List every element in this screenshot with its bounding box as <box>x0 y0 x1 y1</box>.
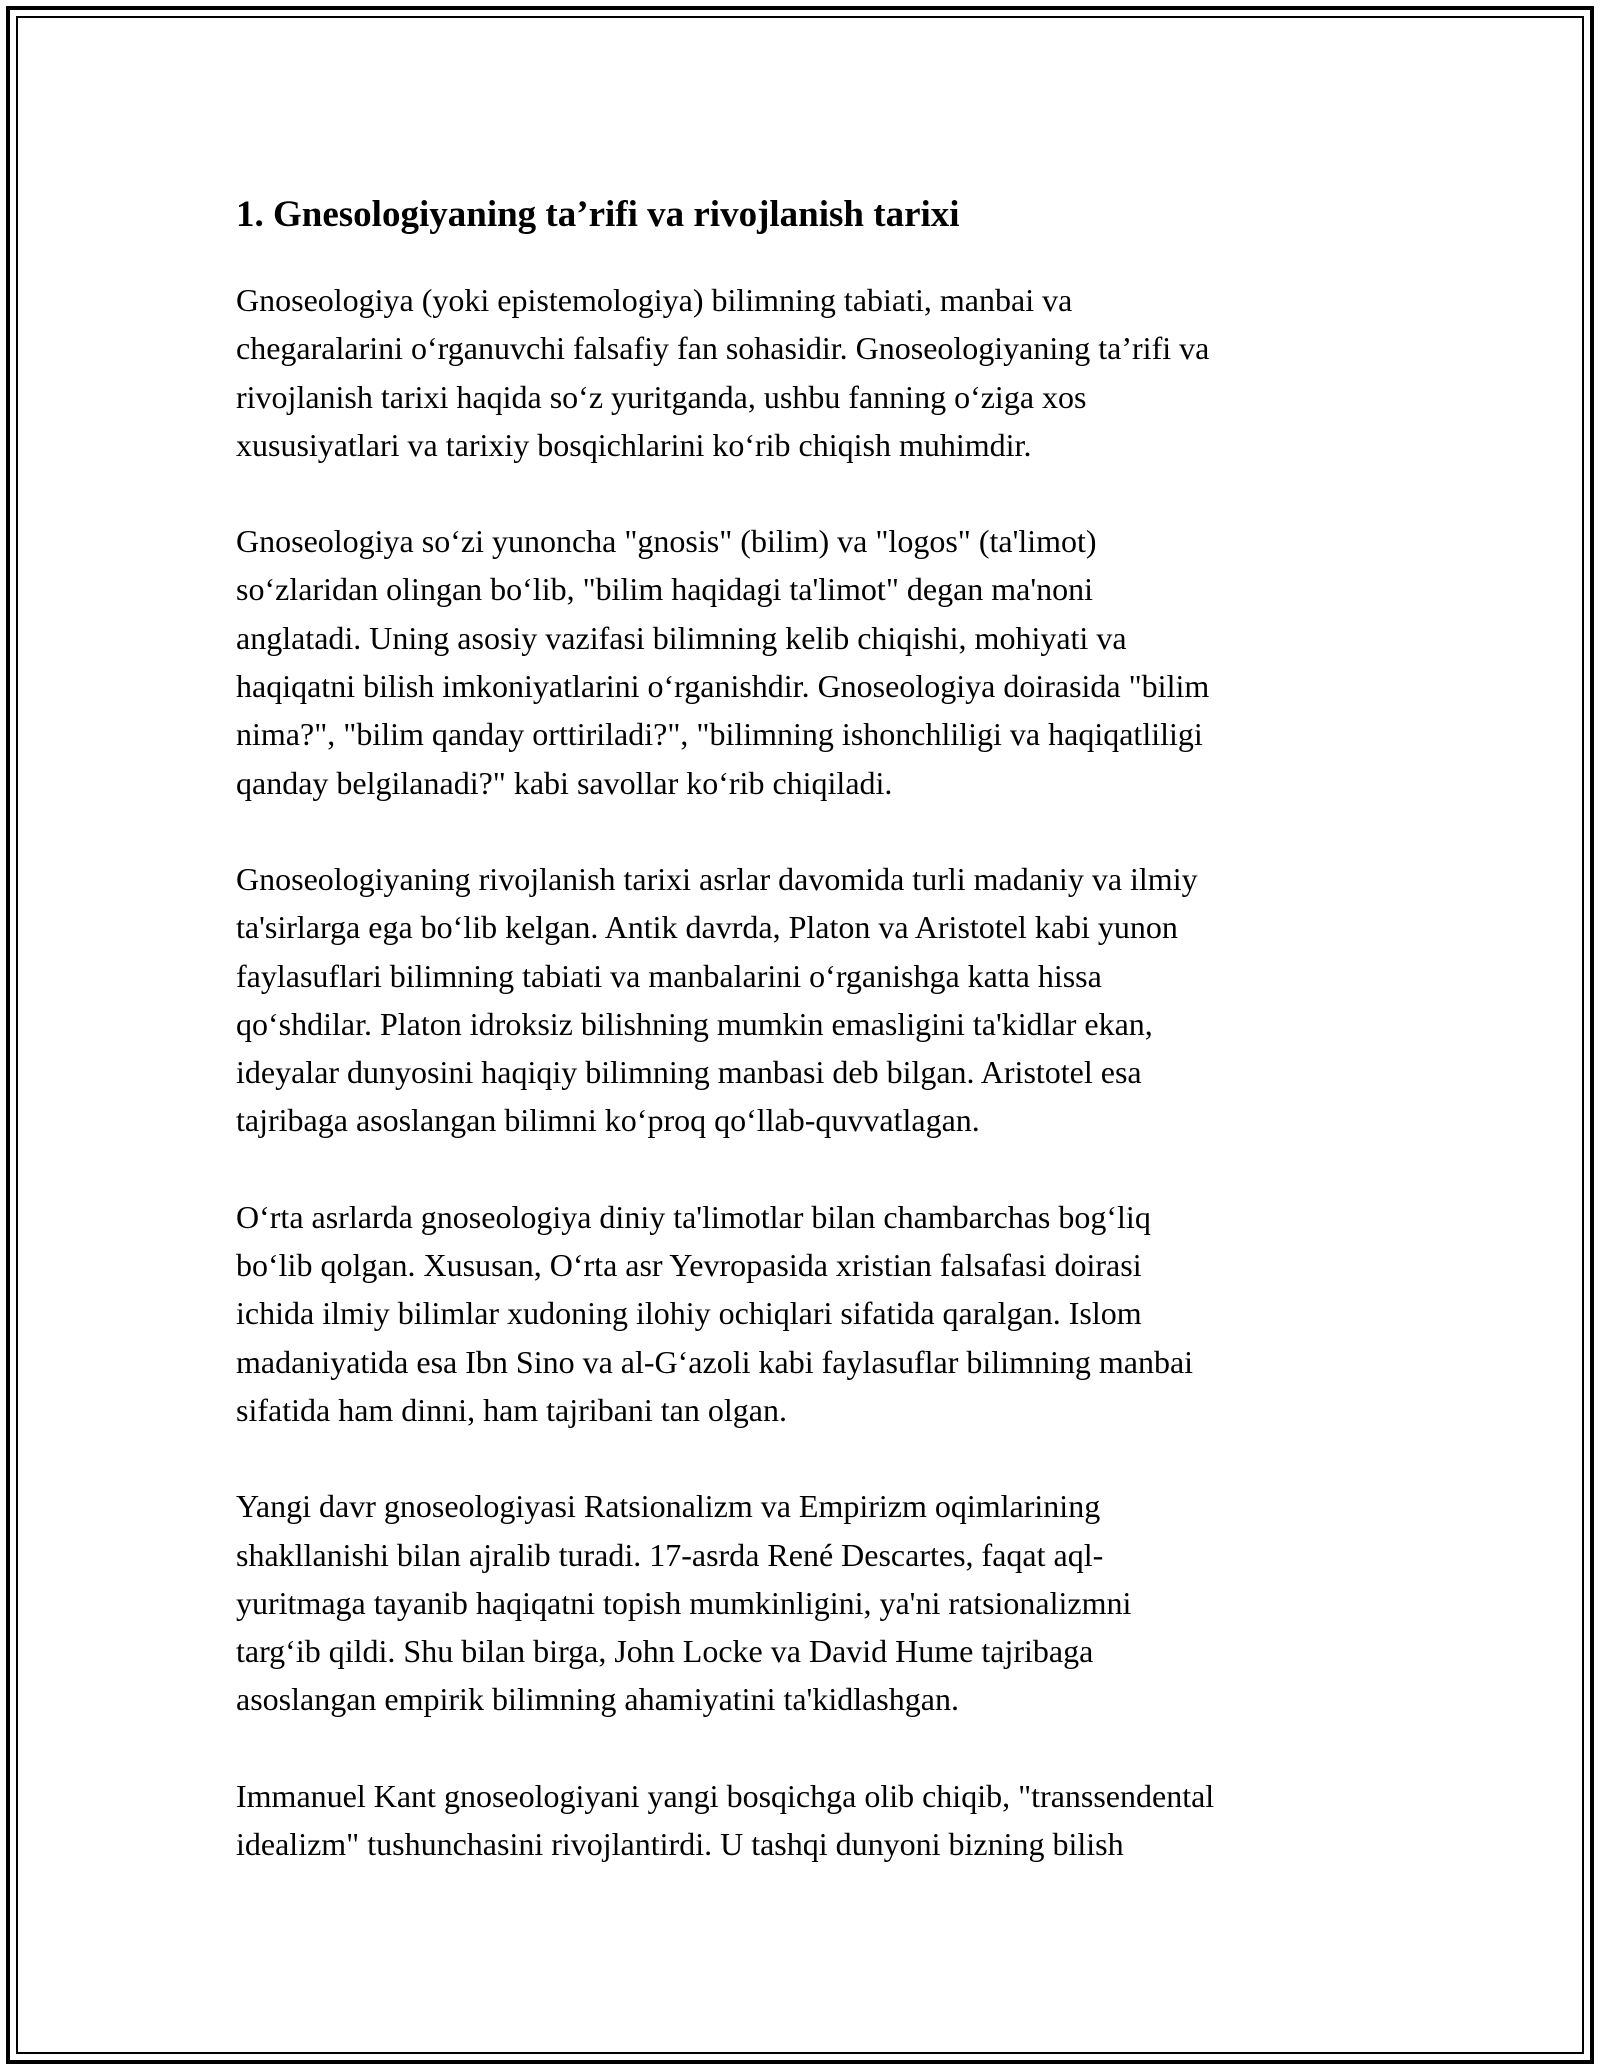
paragraph-line: Gnoseologiya (yoki epistemologiya) bilimning tabiati, manbai va <box>236 282 1073 318</box>
paragraph-line: soʻzlaridan olingan boʻlib, "bilim haqidagi ta'limot" degan ma'noni <box>236 571 1094 608</box>
paragraph-line: Gnoseologiya soʻzi yunoncha "gnosis" (bilim) va "logos" (ta'limot) <box>236 523 1097 560</box>
paragraph-line: nima?", "bilim qanday orttiriladi?", "bilimning ishonchliligi va haqiqatliligi <box>236 716 1203 753</box>
paragraph-line: qoʻshdilar. Platon idroksiz bilishning mumkin emasligini ta'kidlar ekan, <box>236 1005 1153 1042</box>
paragraph-line: Yangi davr gnoseologiyasi Ratsionalizm va Empirizm oqimlarining <box>236 1488 1101 1525</box>
paragraph-4 <box>236 1193 1368 1434</box>
paragraph-line: Oʻrta asrlarda gnoseologiya diniy ta'limotlar bilan chambarchas bogʻliq <box>236 1198 1151 1235</box>
section-title: 1. Gnesologiyaning ta’rifi va rivojlanish tarixi <box>236 194 960 235</box>
document-body <box>236 180 1368 1916</box>
paragraph-5 <box>236 1482 1368 1723</box>
paragraph-line: ichida ilmiy bilimlar xudoning ilohiy ochiqlari sifatida qaralgan. Islom <box>236 1295 1142 1332</box>
paragraph-line: sifatida ham dinni, ham tajribani tan olgan. <box>236 1391 787 1428</box>
paragraph-line: boʻlib qolgan. Xususan, Oʻrta asr Yevropasida xristian falsafasi doirasi <box>236 1247 1142 1284</box>
paragraph-line: targʻib qildi. Shu bilan birga, John Locke va David Hume tajribaga <box>236 1633 1094 1670</box>
paragraph-line: anglatadi. Uning asosiy vazifasi bilimning kelib chiqishi, mohiyati va <box>236 619 1127 656</box>
paragraph-2 <box>236 517 1368 807</box>
paragraph-3 <box>236 855 1368 1145</box>
paragraph-line: qanday belgilanadi?" kabi savollar koʻrib chiqiladi. <box>236 764 893 801</box>
paragraph-line: yuritmaga tayanib haqiqatni topish mumkinligini, ya'ni ratsionalizmni <box>236 1584 1132 1621</box>
paragraph-line: idealizm" tushunchasini rivojlantirdi. U tashqi dunyoni bizning bilish <box>236 1826 1124 1863</box>
paragraph-line: ta'sirlarga ega boʻlib kelgan. Antik davrda, Platon va Aristotel kabi yunon <box>236 909 1178 946</box>
paragraph-line: haqiqatni bilish imkoniyatlarini oʻrganishdir. Gnoseologiya doirasida "bilim <box>236 668 1210 705</box>
paragraph-line: ideyalar dunyosini haqiqiy bilimning manbasi deb bilgan. Aristotel esa <box>236 1054 1142 1091</box>
paragraph-line: faylasuflari bilimning tabiati va manbalarini oʻrganishga katta hissa <box>236 957 1102 994</box>
paragraph-line: Gnoseologiyaning rivojlanish tarixi asrlar davomida turli madaniy va ilmiy <box>236 860 1198 897</box>
paragraph-line: rivojlanish tarixi haqida soʻz yuritganda, ushbu fanning oʻziga xos <box>236 378 1087 415</box>
paragraph-line: tajribaga asoslangan bilimni koʻproq qoʻllab-quvvatlagan. <box>236 1102 980 1139</box>
paragraph-line: asoslangan empirik bilimning ahamiyatini ta'kidlashgan. <box>236 1681 959 1718</box>
paragraph-6 <box>236 1772 1368 1869</box>
paragraph-line: Immanuel Kant gnoseologiyani yangi bosqichga olib chiqib, "transsendental <box>236 1777 1215 1814</box>
paragraph-1 <box>236 276 1368 469</box>
paragraph-line: madaniyatida esa Ibn Sino va al-Gʻazoli kabi faylasuflar bilimning manbai <box>236 1343 1194 1380</box>
paragraph-line: shakllanishi bilan ajralib turadi. 17-asrda René Descartes, faqat aql- <box>236 1536 1104 1573</box>
paragraph-line: xususiyatlari va tarixiy bosqichlarini koʻrib chiqish muhimdir. <box>236 426 1032 463</box>
paragraph-line: chegaralarini oʻrganuvchi falsafiy fan sohasidir. Gnoseologiyaning ta’rifi va <box>236 330 1210 367</box>
